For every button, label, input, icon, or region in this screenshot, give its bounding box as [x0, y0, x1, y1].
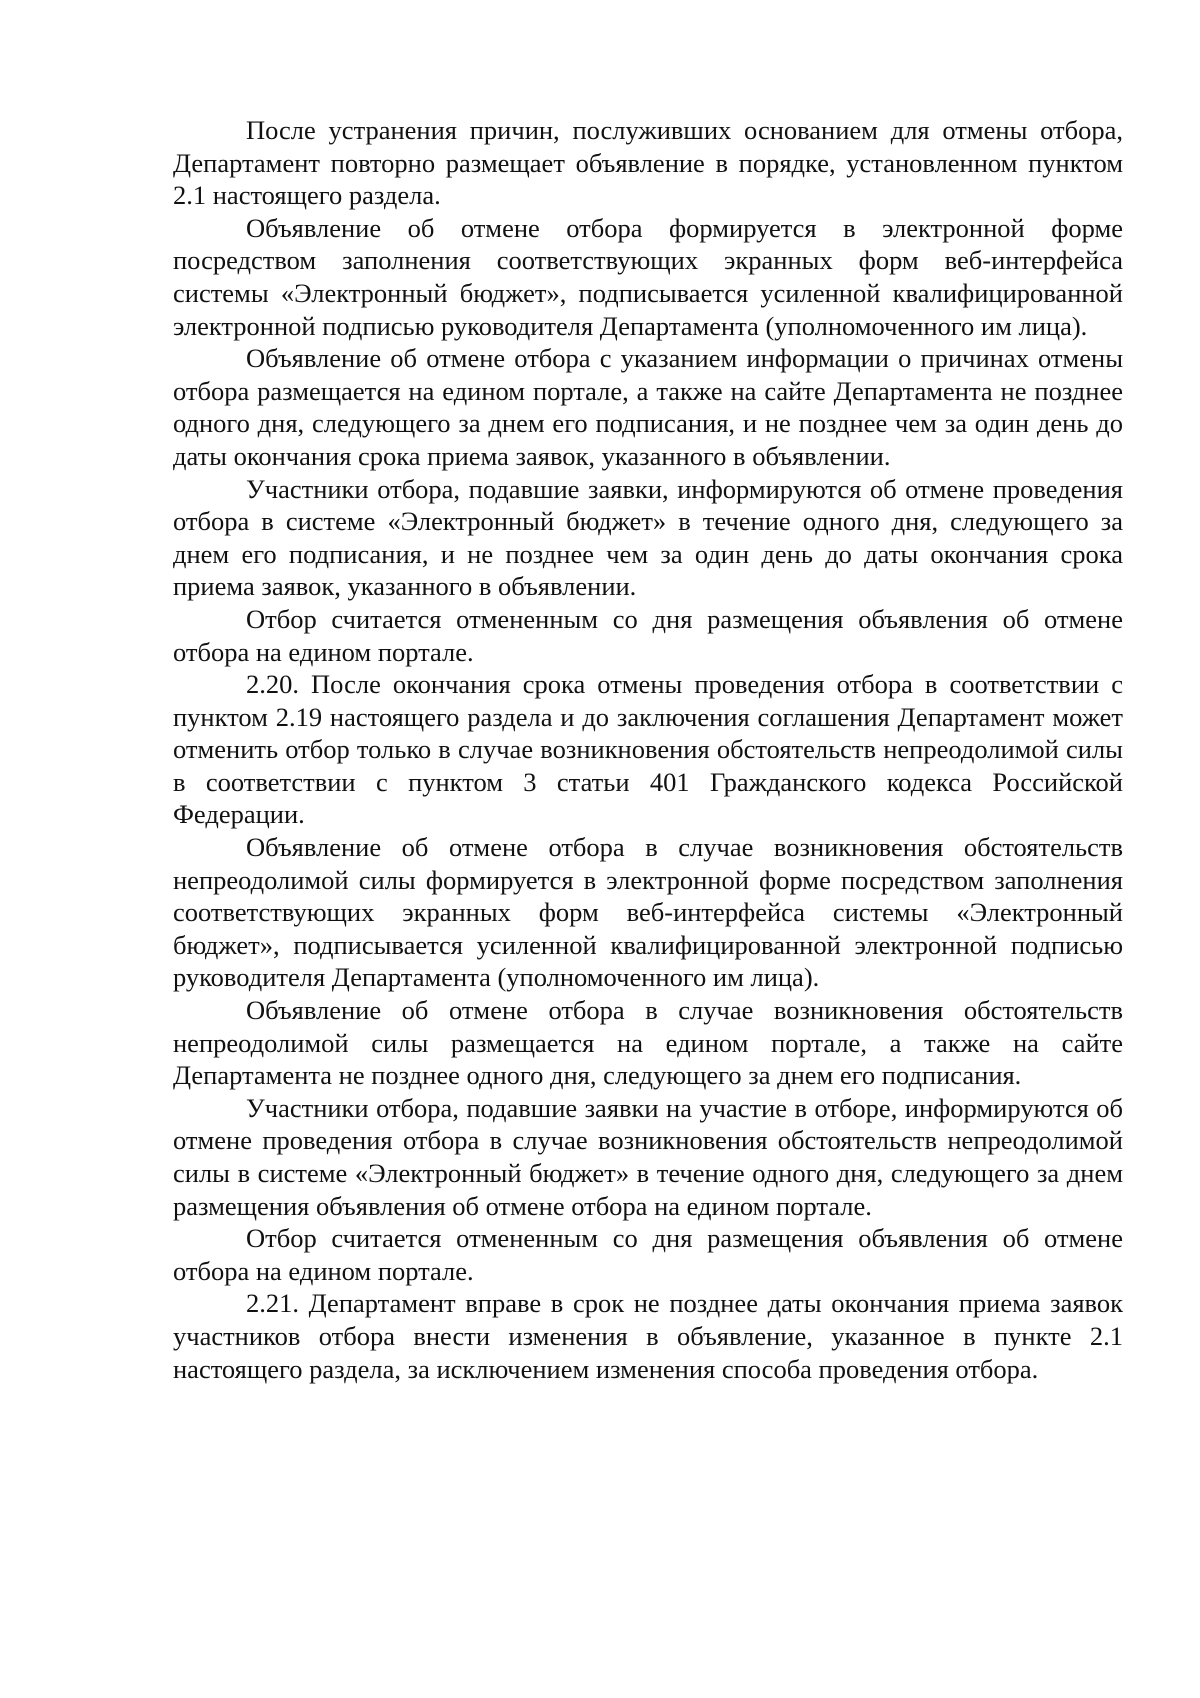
paragraph-cancellation-effective: Отбор считается отмененным со дня размещения объявления об отмене отбора на едином портале. [173, 603, 1123, 667]
document-body [173, 114, 1123, 1385]
paragraph-force-majeure-cancellation-effective: Отбор считается отмененным со дня размещения объявления об отмене отбора на едином портале. [173, 1223, 1123, 1286]
paragraph-force-majeure-notice-form: Объявление об отмене отбора в случае возникновения обстоятельств непреодолимой силы формируется в электронной форме посредством заполнения соответствующих экранных форм веб-интерфейса системы «Электронный бюджет», подписывается усиленной квалифицированной электронной подписью руководителя Департамента (уполномоченного им лица). [173, 832, 1123, 993]
paragraph-force-majeure-notice-publication: Объявление об отмене отбора в случае возникновения обстоятельств непреодолимой силы размещается на едином портале, а также на сайте Департамента не позднее одного дня, следующего за днем его подписания. [173, 995, 1123, 1091]
paragraph-clause-2-20: 2.20. После окончания срока отмены проведения отбора в соответствии с пунктом 2.19 настоящего раздела и до заключения соглашения Департамент может отменить отбор только в случае возникновения обстоятельств непреодолимой силы в соответствии с пунктом 3 статьи 401 Гражданского кодекса Российской Федерации. [173, 669, 1123, 830]
paragraph-cancellation-notice-form: Объявление об отмене отбора формируется в электронной форме посредством заполнения соответствующих экранных форм веб-интерфейса системы «Электронный бюджет», подписывается усиленной квалифицированной электронной подписью руководителя Департамента (уполномоченного им лица). [173, 212, 1123, 341]
paragraph-clause-2-21: 2.21. Департамент вправе в срок не позднее даты окончания приема заявок участников отбора внести изменения в объявление, указанное в пункте 2.1 настоящего раздела, за исключением изменения способа проведения отбора. [173, 1288, 1123, 1384]
paragraph-participants-informed: Участники отбора, подавшие заявки, информируются об отмене проведения отбора в системе «Электронный бюджет» в течение одного дня, следующего за днем его подписания, и не позднее чем за один день до даты окончания срока приема заявок, указанного в объявлении. [173, 473, 1123, 602]
paragraph-reannouncement: После устранения причин, послуживших основанием для отмены отбора, Департамент повторно размещает объявление в порядке, установленном пунктом 2.1 настоящего раздела. [173, 115, 1123, 211]
paragraph-cancellation-notice-publication: Объявление об отмене отбора с указанием информации о причинах отмены отбора размещается на едином портале, а также на сайте Департамента не позднее одного дня, следующего за днем его подписания, и не позднее чем за один день до даты окончания срока приема заявок, указанного в объявлении. [173, 343, 1123, 471]
paragraph-force-majeure-participants-informed: Участники отбора, подавшие заявки на участие в отборе, информируются об отмене проведения отбора в случае возникновения обстоятельств непреодолимой силы в системе «Электронный бюджет» в течение одного дня, следующего за днем размещения объявления об отмене отбора на едином портале. [173, 1092, 1123, 1221]
